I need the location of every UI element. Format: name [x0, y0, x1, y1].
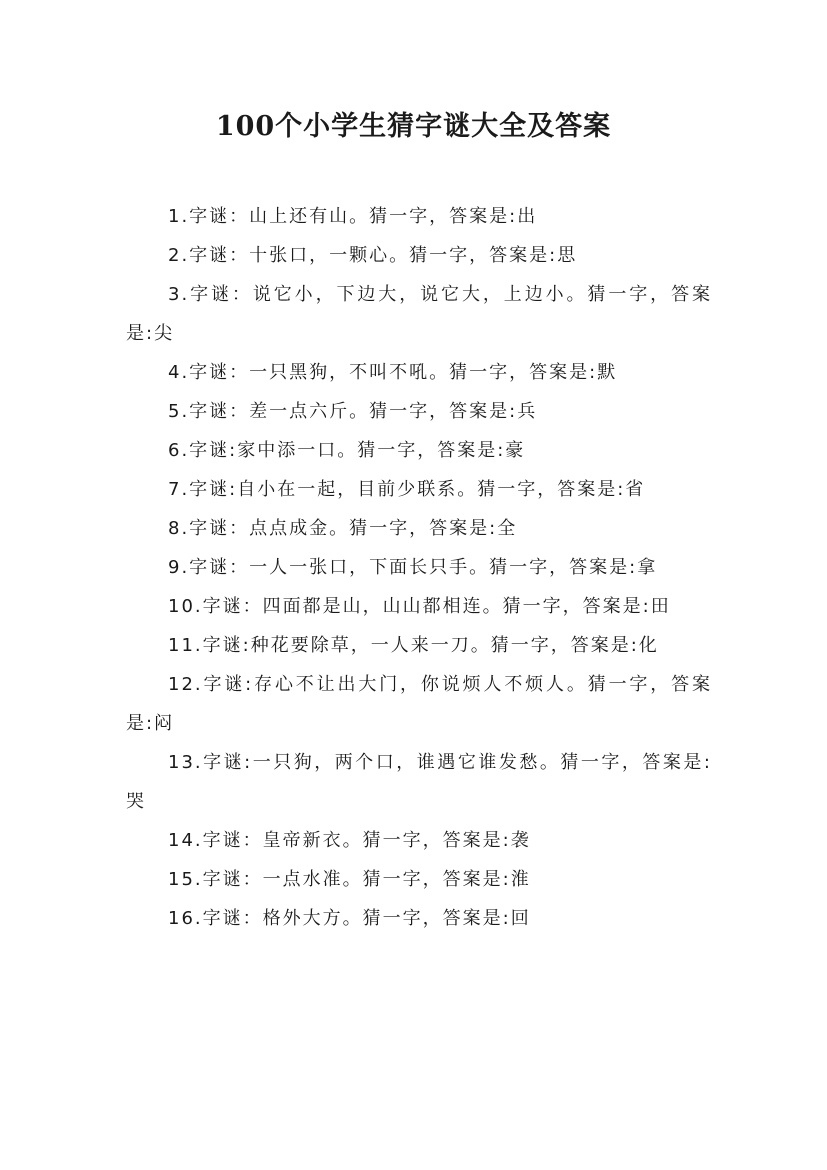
riddle-item: 10.字谜：四面都是山，山山都相连。猜一字，答案是:田	[168, 596, 671, 617]
riddle-list	[126, 197, 712, 938]
riddle-item: 8.字谜：点点成金。猜一字，答案是:全	[168, 518, 518, 539]
riddle-item: 6.字谜:家中添一口。猜一字，答案是:豪	[168, 440, 526, 461]
riddle-item: 14.字谜：皇帝新衣。猜一字，答案是:袭	[168, 830, 531, 851]
document-title: 100个小学生猜字谜大全及答案	[215, 111, 612, 142]
riddle-item: 16.字谜：格外大方。猜一字，答案是:回	[168, 908, 531, 929]
riddle-item: 11.字谜:种花要除草，一人来一刀。猜一字，答案是:化	[168, 635, 659, 656]
riddle-item: 15.字谜：一点水准。猜一字，答案是:淮	[168, 869, 531, 890]
riddle-item: 5.字谜：差一点六斤。猜一字，答案是:兵	[168, 401, 538, 422]
riddle-item: 7.字谜:自小在一起，目前少联系。猜一字，答案是:省	[168, 479, 646, 500]
riddle-item: 2.字谜：十张口，一颗心。猜一字，答案是:思	[168, 245, 578, 266]
riddle-item: 12.字谜:存心不让出大门，你说烦人不烦人。猜一字，答案是:闷	[126, 674, 712, 734]
riddle-item: 4.字谜：一只黑狗，不叫不吼。猜一字，答案是:默	[168, 362, 618, 383]
riddle-item: 13.字谜:一只狗，两个口，谁遇它谁发愁。猜一字，答案是:哭	[126, 752, 712, 812]
riddle-item: 1.字谜：山上还有山。猜一字，答案是:出	[168, 206, 538, 227]
riddle-item: 9.字谜：一人一张口，下面长只手。猜一字，答案是:拿	[168, 557, 658, 578]
riddle-item: 3.字谜：说它小，下边大，说它大，上边小。猜一字，答案是:尖	[126, 284, 712, 344]
